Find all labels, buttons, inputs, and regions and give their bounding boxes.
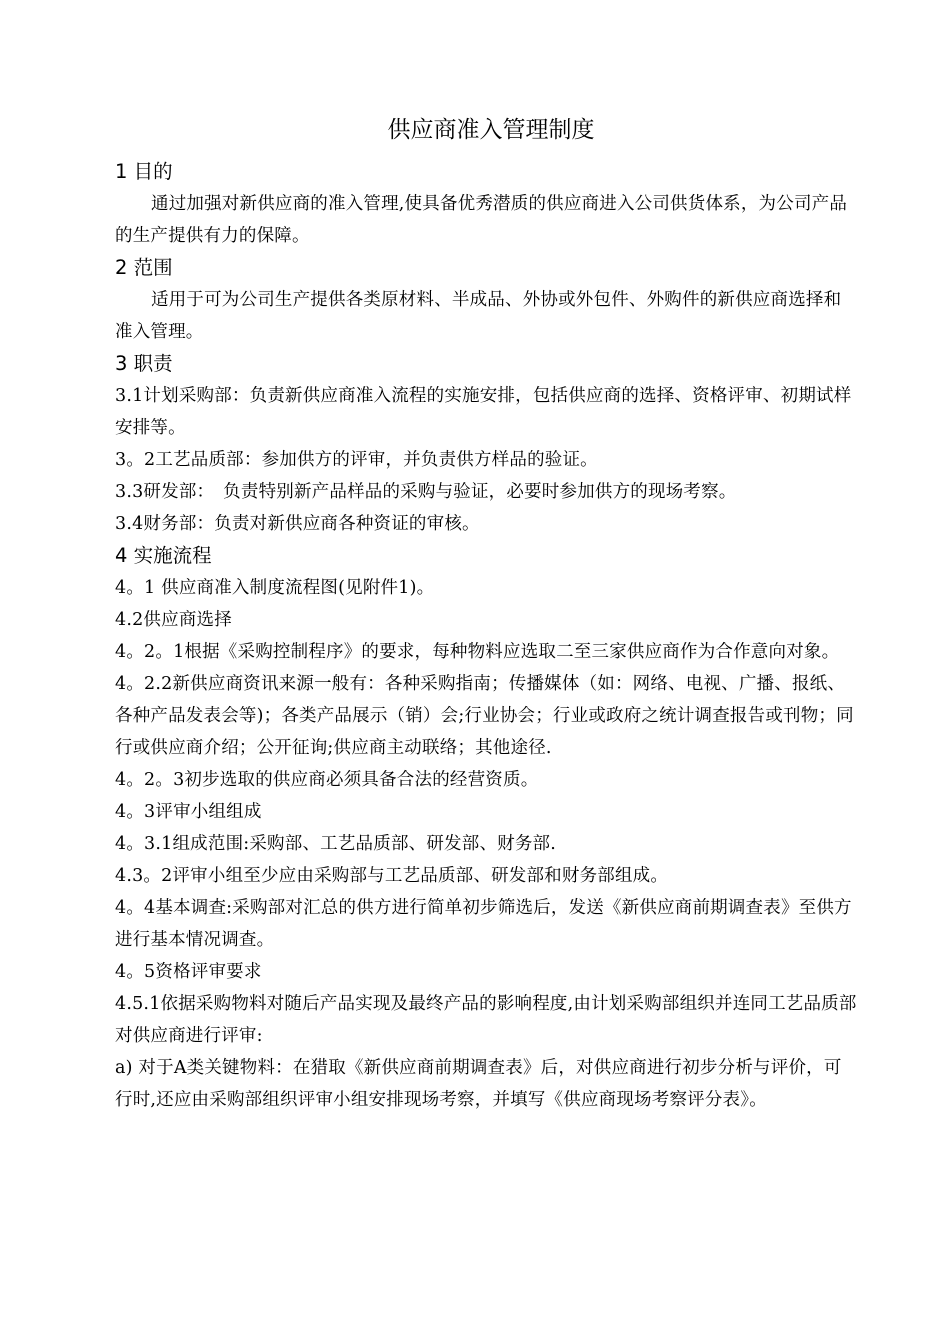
- paragraph-4-2: 4.2供应商选择: [115, 610, 232, 630]
- paragraph-4-4: 4。4基本调查:采购部对汇总的供方进行简单初步筛选后，发送《新供应商前期调查表》至供方进行基本情况调查。: [115, 898, 852, 950]
- paragraph-4-2-2: 4。2.2新供应商资讯来源一般有：各种采购指南；传播媒体（如：网络、电视、广播、报纸、各种产品发表会等)；各类产品展示（销）会;行业协会；行业或政府之统计调查报告或刊物；同行或供应商介绍；公开征询;供应商主动联络；其他途径.: [115, 674, 854, 758]
- paragraph-purpose: 通过加强对新供应商的准入管理,使具备优秀潜质的供应商进入公司供货体系，为公司产品的生产提供有力的保障。: [115, 194, 848, 246]
- paragraph-4-5: 4。5资格评审要求: [115, 962, 262, 982]
- paragraph-3-4: 3.4财务部：负责对新供应商各种资证的审核。: [115, 514, 480, 534]
- paragraph-3-2: 3。2工艺品质部：参加供方的评审，并负责供方样品的验证。: [115, 450, 598, 470]
- paragraph-4-3-1: 4。3.1组成范围:采购部、工艺品质部、研发部、财务部.: [115, 834, 557, 854]
- section-heading-scope: 2 范围: [115, 256, 173, 279]
- section-heading-responsibilities: 3 职责: [115, 352, 173, 375]
- paragraph-3-3: 3.3研发部： 负责特别新产品样品的采购与验证，必要时参加供方的现场考察。: [115, 482, 737, 502]
- paragraph-4-2-3: 4。2。3初步选取的供应商必须具备合法的经营资质。: [115, 770, 539, 790]
- paragraph-3-1: 3.1计划采购部：负责新供应商准入流程的实施安排，包括供应商的选择、资格评审、初期试样安排等。: [115, 386, 852, 438]
- section-heading-procedure: 4 实施流程: [115, 544, 212, 567]
- section-heading-purpose: 1 目的: [115, 160, 173, 183]
- paragraph-4-5-1-a: a) 对于A类关键物料：在猎取《新供应商前期调查表》后，对供应商进行初步分析与评价，可行时,还应由采购部组织评审小组安排现场考察，并填写《供应商现场考察评分表》。: [115, 1058, 842, 1110]
- paragraph-4-1: 4。1 供应商准入制度流程图(见附件1)。: [115, 578, 435, 598]
- paragraph-scope: 适用于可为公司生产提供各类原材料、半成品、外协或外包件、外购件的新供应商选择和准入管理。: [115, 290, 842, 342]
- document-title: 供应商准入管理制度: [387, 117, 595, 143]
- paragraph-4-5-1: 4.5.1依据采购物料对随后产品实现及最终产品的影响程度,由计划采购部组织并连同工艺品质部对供应商进行评审:: [115, 994, 857, 1046]
- paragraph-4-3: 4。3评审小组组成: [115, 802, 262, 822]
- paragraph-4-2-1: 4。2。1根据《采购控制程序》的要求，每种物料应选取二至三家供应商作为合作意向对象。: [115, 642, 840, 662]
- paragraph-4-3-2: 4.3。2评审小组至少应由采购部与工艺品质部、研发部和财务部组成。: [115, 866, 669, 886]
